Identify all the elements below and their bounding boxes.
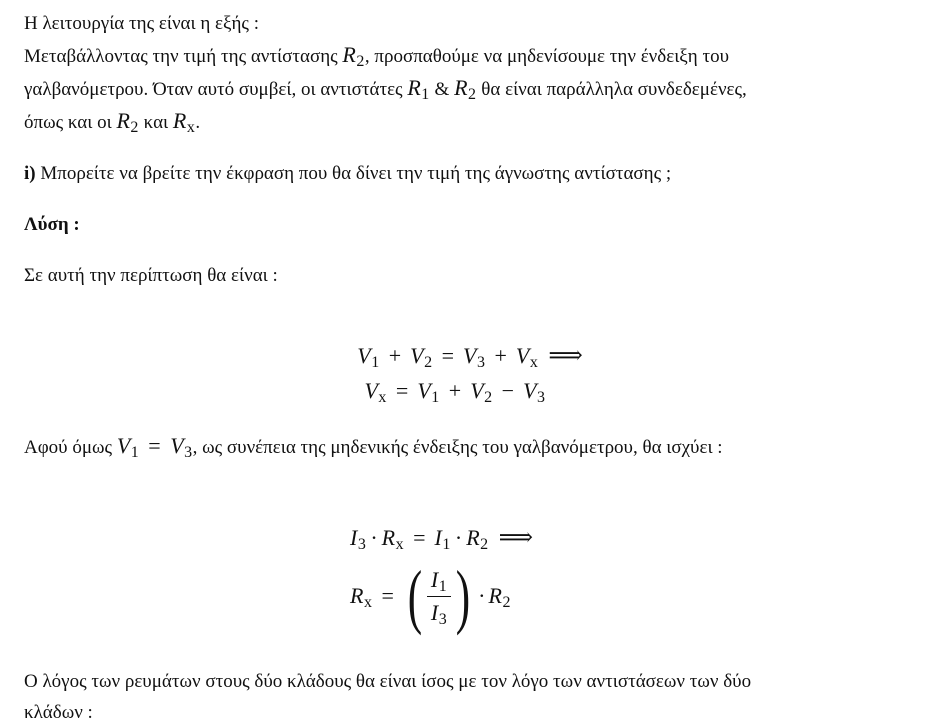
math-Rx: $R_x$ bbox=[172, 108, 196, 136]
equation-2a: $I_3 \cdot R_x = I_1 \cdot R_2$ ⟹ bbox=[350, 525, 534, 553]
case-text: Σε αυτή την περίπτωση θα είναι : bbox=[24, 265, 278, 286]
left-paren: ( bbox=[407, 556, 423, 636]
right-paren: ) bbox=[455, 556, 471, 636]
intro-line-1: Η λειτουργία της είναι η εξής : bbox=[24, 13, 259, 34]
math-R2c: $R_2$ bbox=[116, 108, 139, 136]
intro-line-4: όπως και οι $R_2$ και $R_x$. bbox=[24, 108, 201, 136]
document-page bbox=[24, 8, 924, 291]
equation-1b: $V_x = V_1 + V_2 - V_3$ bbox=[364, 378, 546, 406]
fraction-I1-over-I3: $\frac{I_1}{I_3}$ bbox=[427, 566, 451, 627]
solution-heading: Λύση : bbox=[24, 214, 80, 235]
final-paragraph bbox=[24, 666, 924, 728]
equation-block-1 bbox=[320, 338, 620, 408]
math-R2b: $R_2$ bbox=[454, 75, 477, 103]
question-label: i) bbox=[24, 163, 36, 184]
final-line-2: κλάδων : bbox=[24, 702, 93, 723]
math-R1: $R_1$ bbox=[407, 75, 430, 103]
equation-block-2 bbox=[350, 520, 610, 636]
final-line-1: Ο λόγος των ρευμάτων στους δύο κλάδους θα είναι ίσος με τον λόγο των αντιστάσεων των δύο bbox=[24, 671, 752, 692]
implies-symbol-2: ⟹ bbox=[498, 525, 534, 551]
after-text: Αφού όμως $V_1 = V_3$, ως συνέπεια της μηδενικής ένδειξης του γαλβανόμετρου, θα ισχύει : bbox=[24, 433, 723, 461]
math-R2: $R_2$ bbox=[342, 42, 365, 70]
question-line: i) Μπορείτε να βρείτε την έκφραση που θα δίνει την τιμή της άγνωστης αντίστασης ; bbox=[24, 163, 672, 184]
equation-1a: $V_1 + V_2 = V_3 + V_x$ ⟹ bbox=[357, 343, 583, 371]
equation-2b: $R_x$ = ( $\frac{I_1}{I_3}$ ) · $R_2$ bbox=[350, 556, 511, 636]
intro-line-3: γαλβανόμετρου. Όταν αυτό συμβεί, οι αντιστάτες $R_1$ & $R_2$ θα είναι παράλληλα συνδεδεμένες, bbox=[24, 75, 747, 103]
implies-symbol: ⟹ bbox=[548, 343, 583, 369]
math-V1-eq-V3: $V_1 = V_3$ bbox=[116, 433, 193, 461]
intro-line-2: Μεταβάλλοντας την τιμή της αντίστασης $R_2$, προσπαθούμε να μηδενίσουμε την ένδειξη του bbox=[24, 42, 730, 70]
